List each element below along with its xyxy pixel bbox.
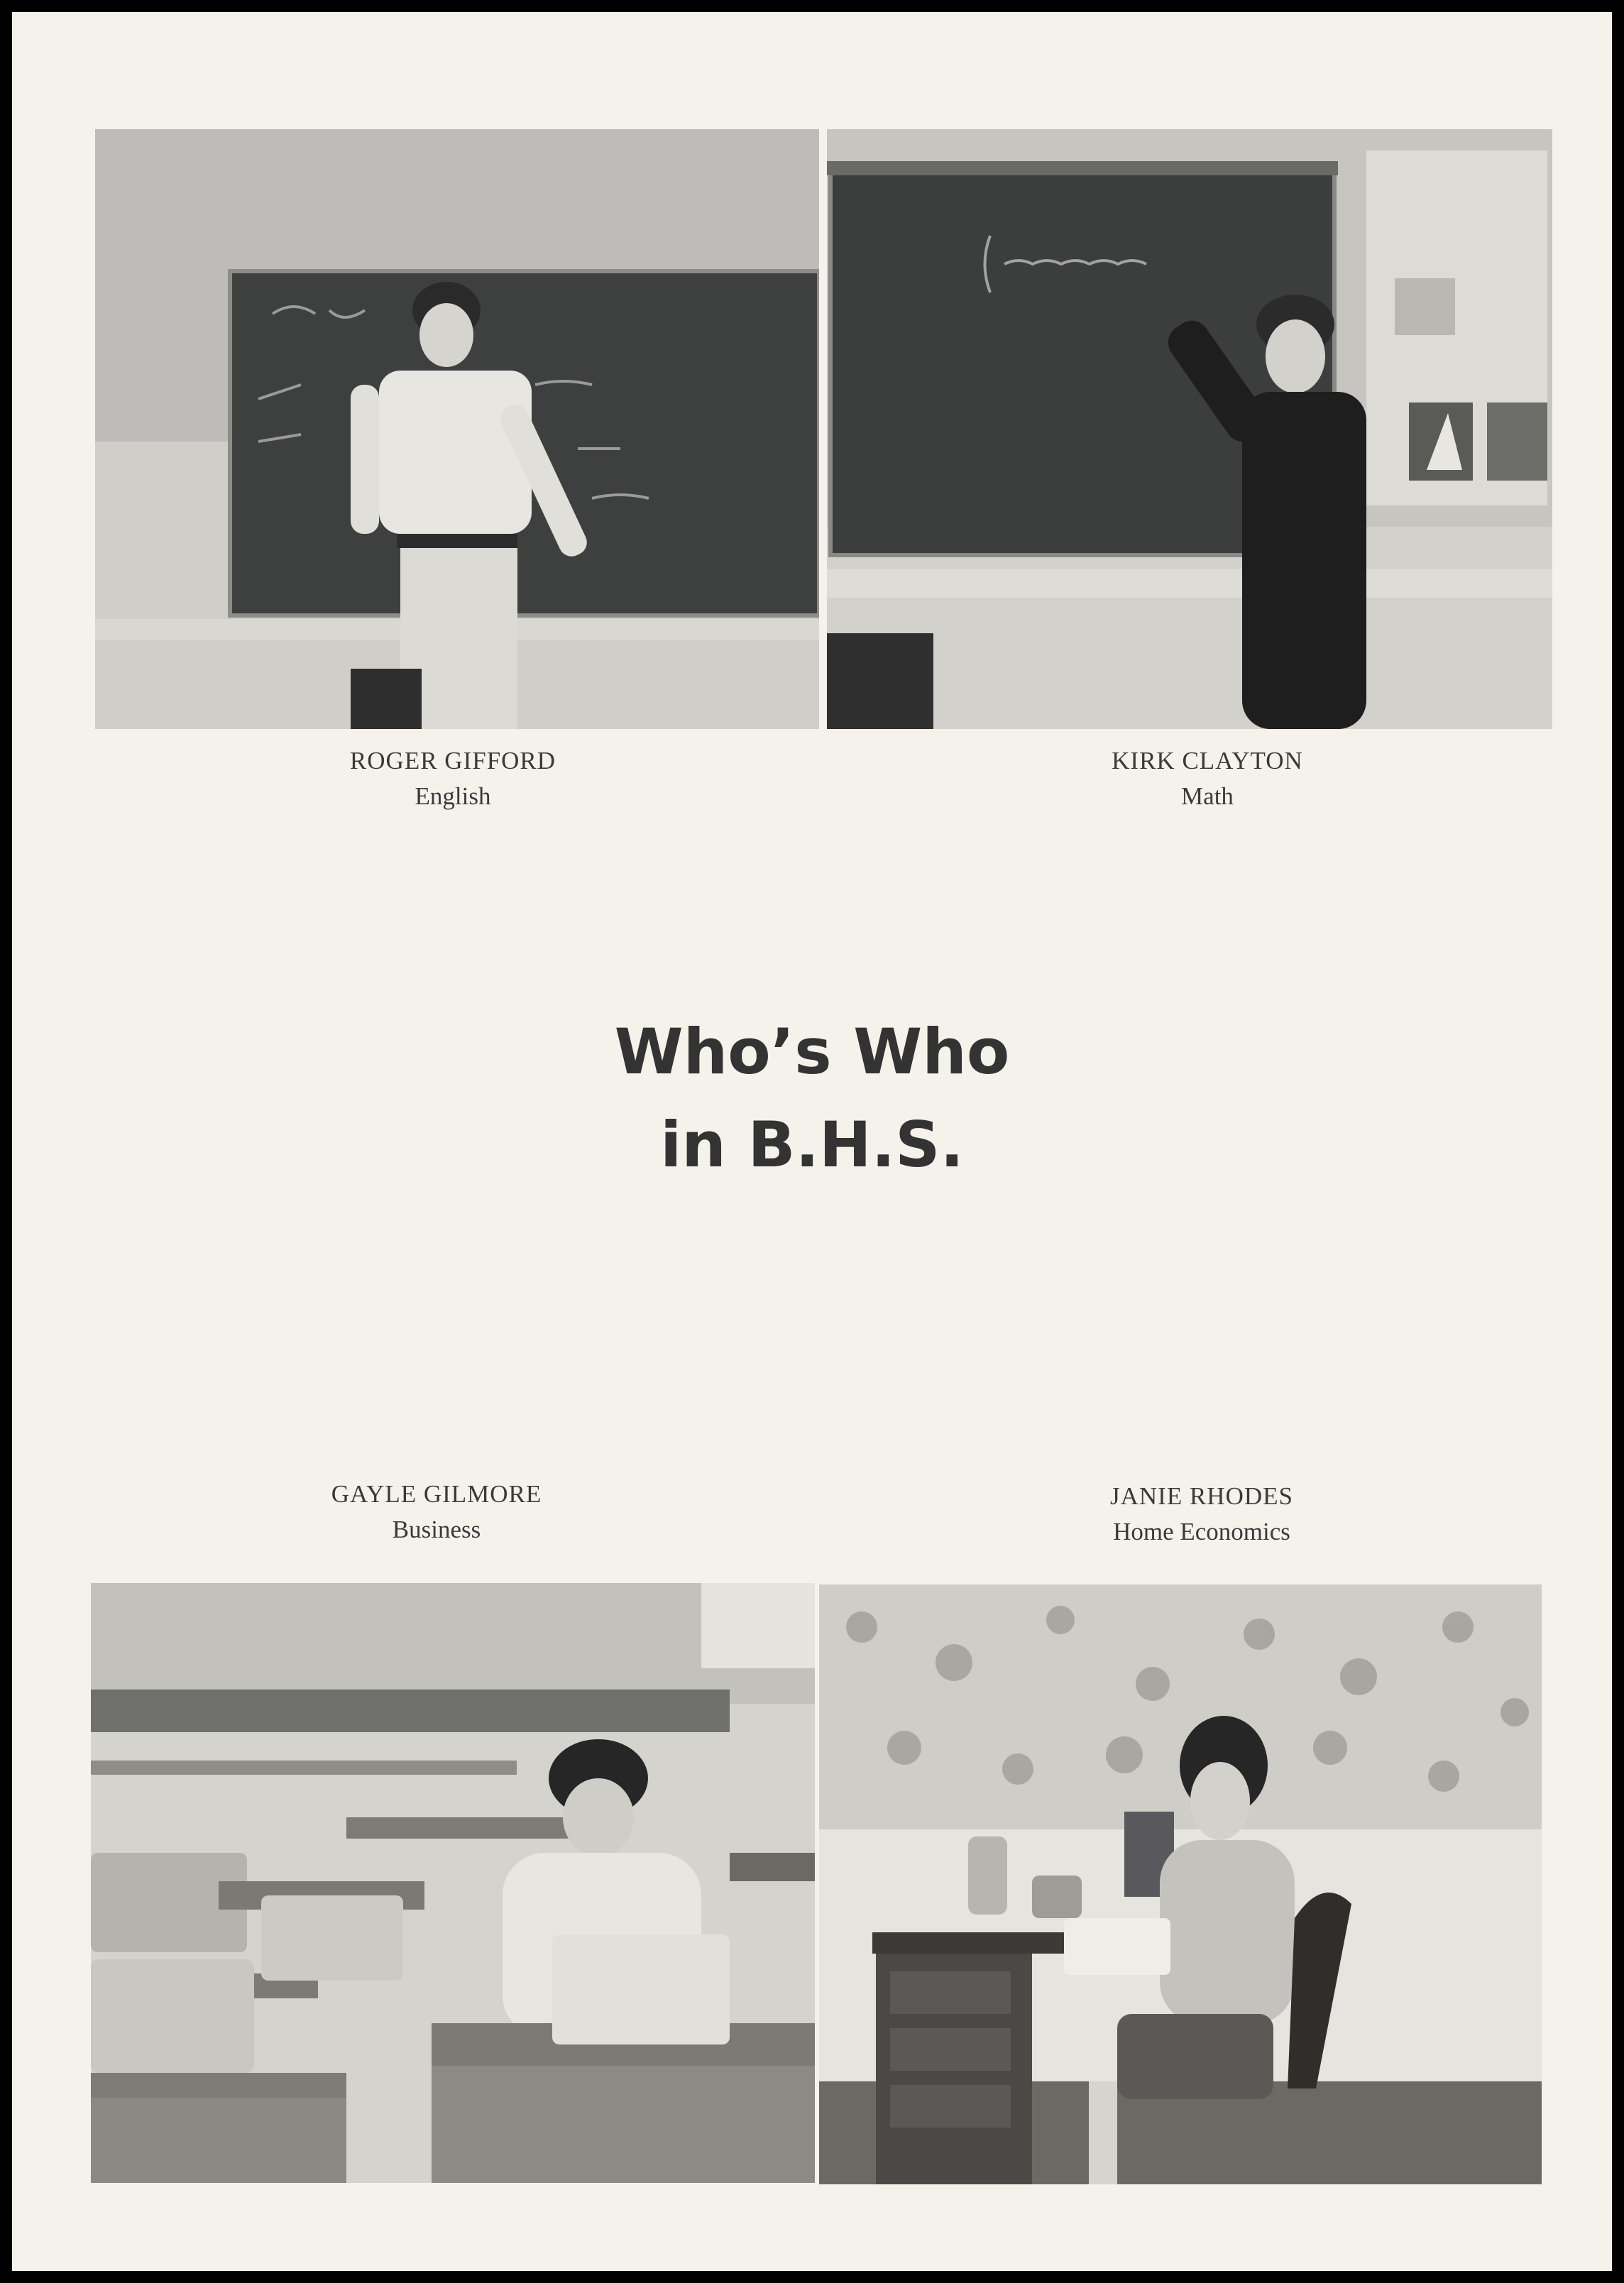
yearbook-page [12, 12, 1612, 2271]
profile-name: JANIE RHODES [1110, 1482, 1293, 1510]
profile-subject: Business [392, 1516, 481, 1543]
page-title-line2: in B.H.S. [660, 1108, 964, 1181]
profile-subject: English [415, 782, 491, 810]
caption-roger-gifford [240, 743, 666, 814]
page-title-line1: Who’s Who [614, 1015, 1010, 1088]
photo-kirk-clayton [827, 129, 1552, 729]
profile-name: ROGER GIFFORD [349, 747, 556, 774]
profile-name: KIRK CLAYTON [1112, 747, 1303, 774]
caption-janie-rhodes [989, 1479, 1415, 1550]
caption-gayle-gilmore [224, 1477, 649, 1548]
photo-gayle-gilmore [91, 1583, 815, 2183]
photo-roger-gifford [95, 129, 819, 729]
profile-subject: Home Economics [1113, 1518, 1290, 1545]
profile-name: GAYLE GILMORE [331, 1480, 542, 1508]
photo-janie-rhodes [819, 1584, 1542, 2184]
caption-kirk-clayton [994, 743, 1420, 814]
profile-subject: Math [1181, 782, 1234, 810]
